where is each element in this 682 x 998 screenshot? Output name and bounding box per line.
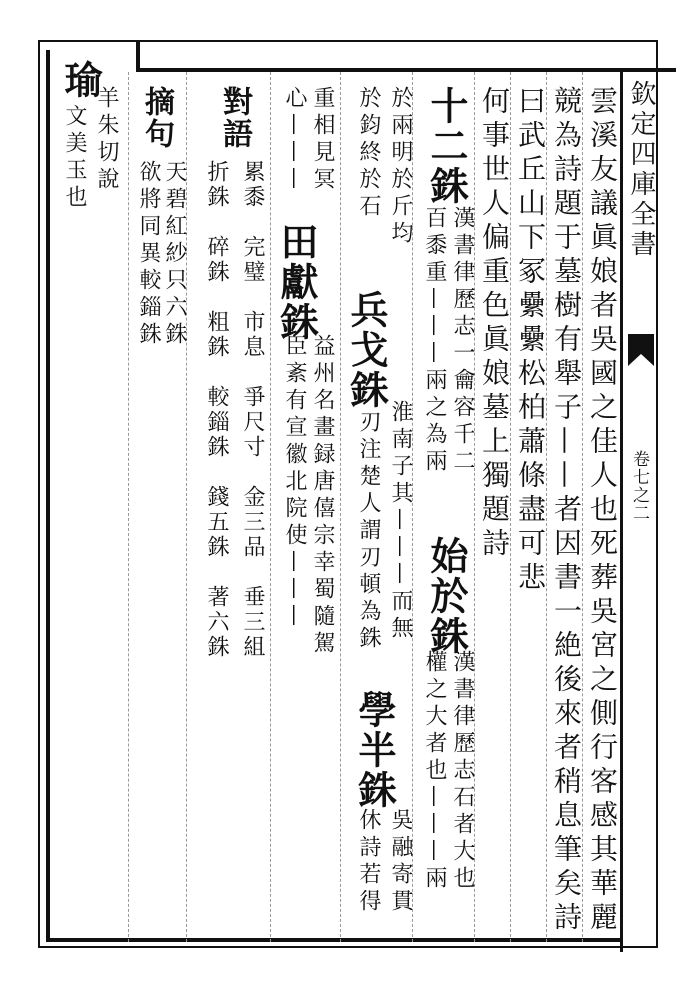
text-column-3: 曰武丘山下冢纍纍松柏蕭條盡可悲 [514, 86, 547, 596]
text-column-17: 羊朱切說 [94, 86, 119, 194]
text-column-4: 何事世人偏重色眞娘墓上獨題詩 [478, 86, 511, 562]
text-column-9c: 吳融寄貫 [388, 808, 413, 916]
text-column-16: 欲將同異較錙銖 [136, 160, 161, 349]
text-column-13: 累黍 完璧 市息 爭尺寸 金三品 垂三組 [240, 160, 265, 660]
entry-heading-yu: 瑜 [58, 60, 103, 100]
entry-heading-shi-yu-zhu: 始於銖 [424, 536, 469, 656]
margin-rule [620, 72, 623, 952]
margin-volume: 卷七之二 [629, 450, 649, 522]
text-column-2: 競為詩題于墓樹有舉子——者因書一絶後來者稍息筆矣詩 [550, 86, 583, 936]
text-column-12b: 臣紊有宣徽北院使——— [282, 334, 307, 631]
fish-tail-mark-icon [626, 330, 656, 370]
section-heading-zhaiju: 摘句 [139, 86, 174, 150]
section-heading-duiyu: 對語 [217, 86, 252, 150]
text-column-6b: 漢書律歷志石者大也 [450, 650, 475, 893]
text-column-12a: 心——— [282, 86, 307, 194]
top-step [136, 40, 140, 72]
text-column-18: 文美玉也 [62, 104, 87, 212]
text-column-8a: 於兩明於斤均 [388, 86, 413, 248]
text-column-11a: 重相見冥 [310, 86, 335, 194]
text-column-6a: 百黍重———兩之為兩 [422, 206, 447, 476]
column-divider [340, 72, 342, 942]
text-column-9b: 刃注楚人謂刃頓為銖 [356, 410, 381, 653]
text-column-8b: 淮南子其———而無 [388, 400, 413, 643]
text-column-7: 權之大者也———兩 [422, 650, 447, 893]
entry-heading-xueban-zhu: 學半銖 [352, 690, 397, 810]
text-column-14: 折銖 碎銖 粗銖 較錙銖 錢五銖 著六銖 [204, 160, 229, 660]
entry-heading-bingge-zhu: 兵戈銖 [344, 290, 389, 410]
text-column-1: 雲溪友議眞娘者吳國之佳人也死葬吳宮之側行客感其華麗 [586, 86, 619, 936]
text-column-11b: 益州名畫録唐僖宗幸蜀隨駕 [310, 334, 335, 658]
column-divider [270, 72, 272, 942]
text-column-15: 天碧紅紗只六銖 [162, 160, 187, 349]
margin-title: 欽定四庫全書 [626, 80, 656, 260]
text-column-10: 休詩若得 [356, 808, 381, 916]
column-divider [128, 72, 130, 942]
entry-heading-tianxian-zhu: 田獻銖 [274, 222, 319, 342]
text-column-5: 漢書律歷志一龠容千二 [450, 206, 475, 476]
top-band [136, 68, 676, 72]
text-column-9a: 於鈞終於石 [356, 86, 381, 221]
entry-heading-shier-zhu: 十二銖 [424, 86, 469, 206]
